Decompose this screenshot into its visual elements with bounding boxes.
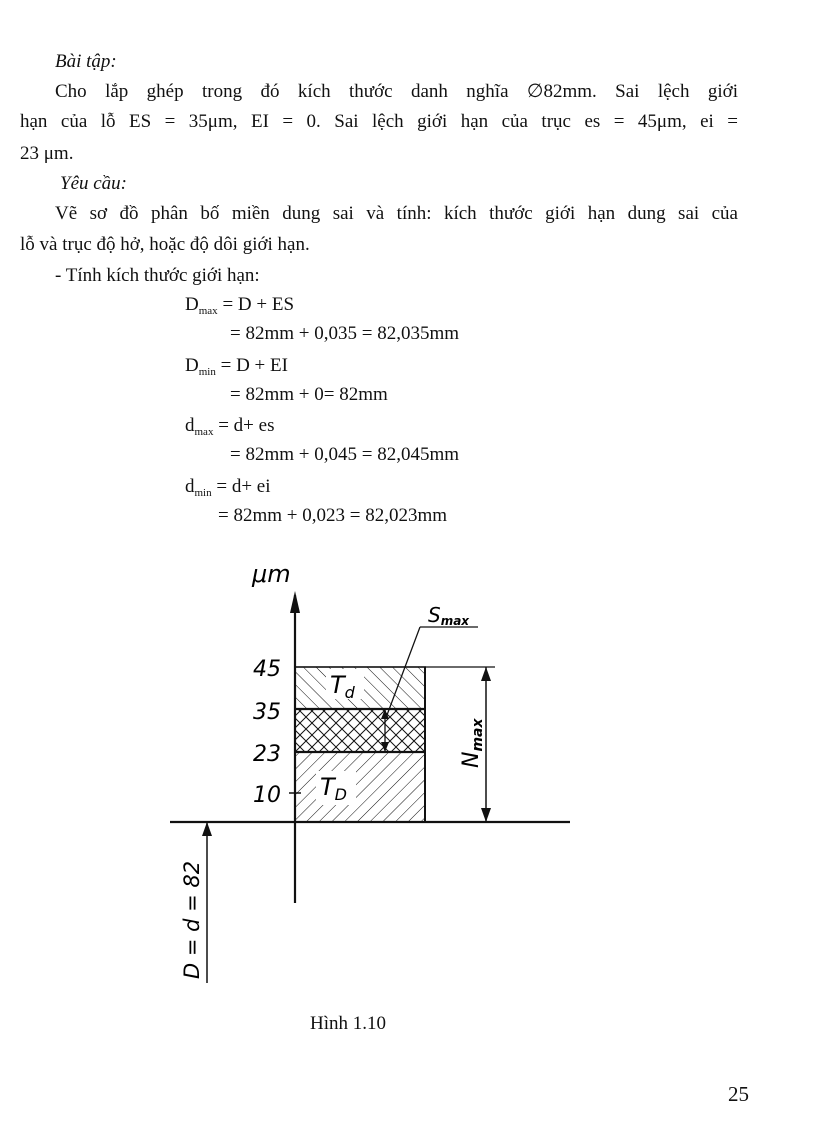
exercise-heading: Bài tập: (55, 51, 117, 72)
label-tD: $T_D$ (320, 773, 347, 804)
formula-dmax: $d_{max} = d+$ es (185, 415, 275, 438)
hole-tolerance-zone (295, 752, 425, 822)
figure-caption: Hình 1.10 (310, 1013, 386, 1034)
tick-35: 35 (253, 700, 281, 725)
overlap-zone (295, 709, 425, 752)
label-smax: Smax (428, 603, 470, 628)
formula-dmax-calc: = 82mm + 0,045 = 82,045mm (230, 444, 460, 465)
axis-unit-label: μm (252, 560, 291, 588)
label-nmax: Nmax (459, 718, 486, 768)
exercise-line-1: Cho lắp ghép trong đó kích thước danh nghĩa ∅82mm. Sai lệch giới (55, 81, 738, 102)
requirement-heading: Yêu cầu: (60, 173, 128, 194)
formula-Dmin: $D_{min} = D$ + EI (185, 355, 288, 378)
label-nominal: D = d = 82 (180, 860, 204, 979)
exercise-line-2: hạn của lỗ ES = 35μm, EI = 0. Sai lệch giới hạn của trục es = 45μm, ei = (20, 111, 738, 132)
formula-dmin-calc: = 82mm + 0,023 = 82,023mm (218, 505, 448, 526)
tick-45: 45 (253, 657, 281, 682)
tolerance-zone-diagram (0, 555, 816, 995)
page-number: 25 (728, 1082, 749, 1106)
requirement-line-2: lỗ và trục độ hở, hoặc độ dôi giới hạn. (20, 234, 310, 255)
tick-10: 10 (253, 783, 281, 808)
requirement-line-3: - Tính kích thước giới hạn: (55, 265, 260, 286)
requirement-line-1: Vẽ sơ đồ phân bố miền dung sai và tính: kích thước giới hạn dung sai của (55, 203, 738, 224)
exercise-line-3: 23 μm. (20, 143, 74, 164)
axis-arrow-icon (290, 591, 300, 613)
formula-Dmax-calc: = 82mm + 0,035 = 82,035mm (230, 323, 460, 344)
formula-Dmax: $D_{max} = D$ + ES (185, 294, 295, 317)
label-td: $T_d$ (330, 671, 355, 702)
formula-Dmin-calc: = 82mm + 0= 82mm (230, 384, 388, 405)
formula-dmin: $d_{min} = d+$ ei (185, 476, 271, 499)
tick-23: 23 (253, 742, 281, 767)
